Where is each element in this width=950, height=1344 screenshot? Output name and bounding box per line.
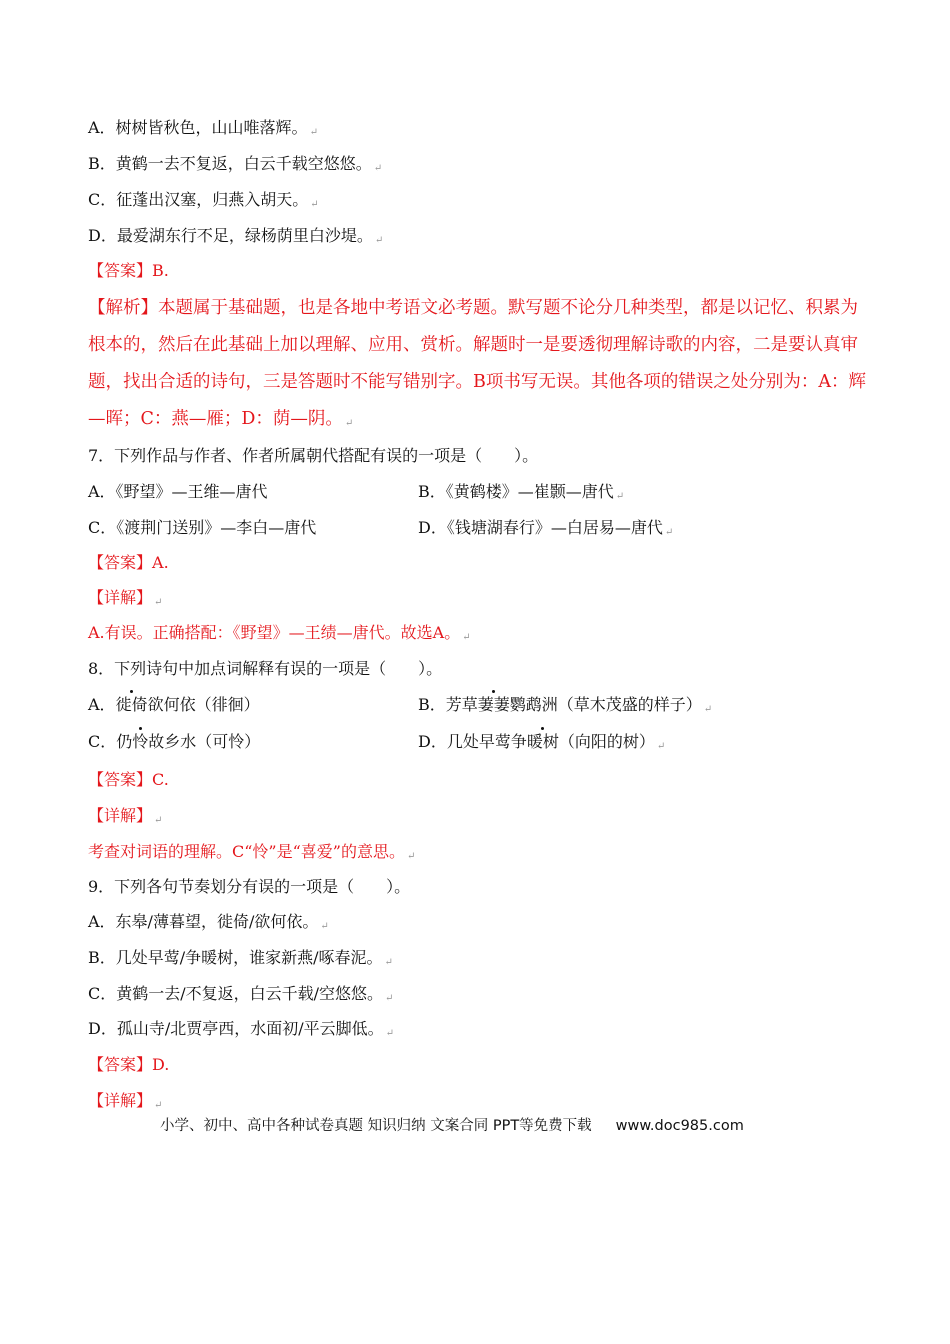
- q6-answer: 【答案】B.: [88, 261, 169, 280]
- q6-option-b: B．黄鹤一去不复返，白云千载空悠悠。 ↵: [88, 154, 383, 174]
- q9-option-c: C．黄鹤一去/不复返，白云千载/空悠悠。 ↵: [88, 984, 394, 1004]
- paragraph-mark-icon: ↵: [385, 993, 394, 1004]
- q6-option-c: C．征蓬出汉塞，归燕入胡天。 ↵: [88, 190, 319, 210]
- q9-option-a: A．东皋/薄暮望，徙倚/欲何依。 ↵: [88, 912, 329, 932]
- paragraph-mark-icon: ↵: [374, 235, 384, 246]
- q8-answer: 【答案】C.: [88, 770, 169, 789]
- q7-stem: 7．下列作品与作者、作者所属朝代搭配有误的一项是（ ）。: [88, 446, 539, 465]
- q7-option-c: C．《渡荆门送别》—李白—唐代: [88, 518, 317, 537]
- paragraph-mark-icon: ↵: [154, 597, 163, 608]
- analysis-label: 【解析】: [88, 298, 158, 318]
- q7-answer: 【答案】A.: [88, 553, 169, 572]
- dotted-word: 怜: [132, 732, 149, 751]
- paragraph-mark-icon: ↵: [320, 921, 329, 932]
- paragraph-mark-icon: ↵: [344, 418, 354, 429]
- paragraph-mark-icon: ↵: [664, 527, 674, 538]
- paragraph-mark-icon: ↵: [462, 632, 471, 643]
- page-footer: [160, 1116, 744, 1136]
- q7-detail: A.有误。正确搭配：《野望》—王绩—唐代。故选A。 ↵: [88, 623, 471, 643]
- q9-option-b: B．几处早莺/争暖树，谁家新燕/啄春泥。 ↵: [88, 948, 393, 968]
- analysis-text: 本题属于基础题，也是各地中考语文必考题。默写题不论分几种类型，都是以记忆、积累为根本的，然后在此基础上加以理解、应用、赏析。解题时一是要透彻理解诗歌的内容，二是要认真审题，找出合适的诗句，三是答题时不能写错别字。B项书写无误。其他各项的错误之处分别为：A：辉—晖；C：燕—雁；D：荫—阴。: [88, 298, 866, 429]
- paragraph-mark-icon: ↵: [309, 127, 318, 138]
- q6-analysis: [88, 290, 868, 442]
- paragraph-mark-icon: ↵: [703, 704, 713, 715]
- dotted-word: 徙倚: [115, 695, 148, 714]
- q8-option-c: C．仍怜故乡水（可怜）: [88, 732, 261, 751]
- q9-option-d: D．孤山寺/北贾亭西，水面初/平云脚低。 ↵: [88, 1019, 395, 1039]
- q6-option-a: A．树树皆秋色，山山唯落辉。 ↵: [88, 118, 318, 138]
- q7-option-a: A．《野望》—王维—唐代: [88, 482, 268, 501]
- paragraph-mark-icon: ↵: [154, 815, 163, 826]
- q8-stem: 8．下列诗句中加点词解释有误的一项是（ ）。: [88, 659, 443, 678]
- footer-link[interactable]: www.doc985.com: [615, 1118, 744, 1134]
- q7-detail-label: 【详解】 ↵: [88, 588, 163, 608]
- paragraph-mark-icon: ↵: [406, 851, 416, 862]
- paragraph-mark-icon: ↵: [384, 957, 393, 968]
- q6-option-d: D．最爱湖东行不足，绿杨荫里白沙堤。 ↵: [88, 226, 384, 246]
- paragraph-mark-icon: ↵: [373, 163, 383, 174]
- q8-option-d: D．几处早莺争暖树（向阳的树） ↵: [418, 732, 666, 752]
- q9-stem: 9．下列各句节奏划分有误的一项是（ ）。: [88, 877, 411, 896]
- q7-option-b: B．《黄鹤楼》—崔颢—唐代 ↵: [418, 482, 625, 502]
- q9-detail-label: 【详解】 ↵: [88, 1091, 163, 1111]
- dotted-word: 萋萋: [477, 695, 510, 714]
- paragraph-mark-icon: ↵: [385, 1028, 395, 1039]
- q8-option-a: A．徙倚欲何依（徘徊）: [88, 695, 260, 714]
- paragraph-mark-icon: ↵: [310, 199, 319, 210]
- paragraph-mark-icon: ↵: [154, 1100, 163, 1111]
- q8-option-b: B．芳草萋萋鹦鹉洲（草木茂盛的样子） ↵: [418, 695, 713, 715]
- q8-detail-label: 【详解】 ↵: [88, 806, 163, 826]
- footer-text: 小学、初中、高中各种试卷真题 知识归纳 文案合同 PPT等免费下载: [160, 1118, 592, 1134]
- q9-answer: 【答案】D.: [88, 1055, 170, 1074]
- dotted-word: 暖树: [526, 732, 559, 751]
- q7-option-d: D．《钱塘湖春行》—白居易—唐代 ↵: [418, 518, 674, 538]
- q8-detail: 考查对词语的理解。C“怜”是“喜爱”的意思。 ↵: [88, 842, 416, 862]
- paragraph-mark-icon: ↵: [615, 491, 625, 502]
- paragraph-mark-icon: ↵: [656, 741, 666, 752]
